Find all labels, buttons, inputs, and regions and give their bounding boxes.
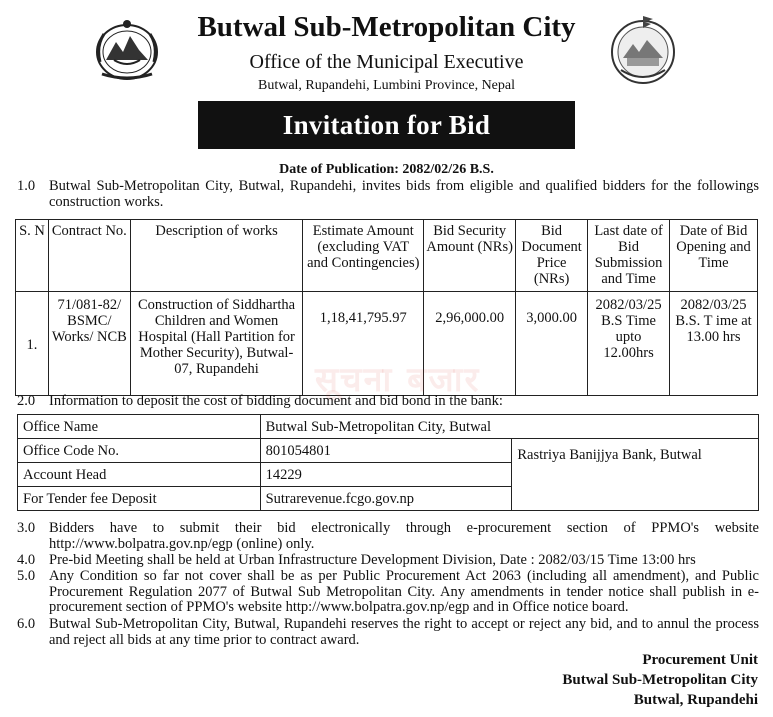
table-row [18,415,759,439]
section-4-text: Pre-bid Meeting shall be held at Urban Infrastructure Development Division, Date : 2082/03/15 Time 13:00 hrs [49,552,696,568]
section-1-text: Butwal Sub-Metropolitan City, Butwal, Rupandehi, invites bids from eligible and qualified bidders for the followings construction works. [49,178,759,210]
section-number: 4.0 [17,552,36,568]
tender-fee-label: For Tender fee Deposit [18,487,261,511]
bank-info-table [17,414,759,511]
publication-date: Date of Publication: 2082/02/26 B.S. [279,162,494,177]
section-number: 6.0 [17,616,36,632]
header-description: Description of works [130,220,303,292]
section-3-text: Bidders have to submit their bid electronically through e-procurement section of PPMO's website http://www.bolpatra.gov.np/egp (online) only. [49,520,759,552]
watermark: सूचना बजार [315,360,481,400]
signature-unit: Procurement Unit [642,652,758,668]
office-code-value: 801054801 [260,439,512,463]
section-number: 3.0 [17,520,36,536]
municipal-seal-icon [609,14,677,86]
header-doc-price: Bid Document Price (NRs) [516,220,588,292]
signature-city: Butwal Sub-Metropolitan City [562,672,758,688]
section-6-text: Butwal Sub-Metropolitan City, Butwal, Rupandehi reserves the right to accept or reject any bid, and to annul the process and reject all bids at any time prior to contract award. [49,616,759,648]
office-name-value: Butwal Sub-Metropolitan City, Butwal [260,415,758,439]
table-header-row [16,220,758,292]
section-number: 1.0 [17,178,36,194]
section-number: 5.0 [17,568,36,584]
cell-last-date: 2082/03/25 B.S Time upto 12.00hrs [588,292,670,396]
section-5-text: Any Condition so far not cover shall be as per Public Procurement Act 2063 (including all amendment), and Public Procurement Regulation 2077 of Butwal Sub Metropolitan City. Any amendments in tender notice shall publish in e-procurement section of PPMO's website http://www.bolpatra.gov.np/egp and in Office notice board. [49,568,759,615]
invitation-banner: Invitation for Bid [198,101,575,149]
header-contract: Contract No. [48,220,130,292]
signature-block [562,650,758,710]
office-code-label: Office Code No. [18,439,261,463]
table-row [18,439,759,463]
signature-location: Butwal, Rupandehi [633,692,758,708]
section-number: 2.0 [17,393,36,409]
office-name-label: Office Name [18,415,261,439]
header-last-date: Last date of Bid Submission and Time [588,220,670,292]
office-address: Butwal, Rupandehi, Lumbini Province, Nepal [257,78,515,93]
cell-contract: 71/081-82/ BSMC/ Works/ NCB [48,292,130,396]
account-head-label: Account Head [18,463,261,487]
table-row [16,292,758,396]
tender-fee-value: Sutrarevenue.fcgo.gov.np [260,487,512,511]
letterhead [0,0,773,100]
section-2-text: Information to deposit the cost of bidding document and bid bond in the bank: [49,393,503,409]
city-title: Butwal Sub-Metropolitan City [197,11,576,43]
header-sn: S. N [16,220,49,292]
office-title: Office of the Municipal Executive [249,51,524,73]
bank-name: Rastriya Banijjya Bank, Butwal [512,439,759,511]
cell-security: 2,96,000.00 [424,292,516,396]
cell-estimate: 1,18,41,795.97 [303,292,424,396]
cell-opening: 2082/03/25 B.S. T ime at 13.00 hrs [670,292,758,396]
cell-description: Construction of Siddhartha Children and Women Hospital (Hall Partition for Mother Security), Butwal-07, Rupandehi [130,292,303,396]
works-table [15,219,758,396]
header-estimate: Estimate Amount (excluding VAT and Contingencies) [303,220,424,292]
account-head-value: 14229 [260,463,512,487]
cell-sn: 1. [16,292,49,396]
header-security: Bid Security Amount (NRs) [424,220,516,292]
cell-doc-price: 3,000.00 [516,292,588,396]
header-opening: Date of Bid Opening and Time [670,220,758,292]
